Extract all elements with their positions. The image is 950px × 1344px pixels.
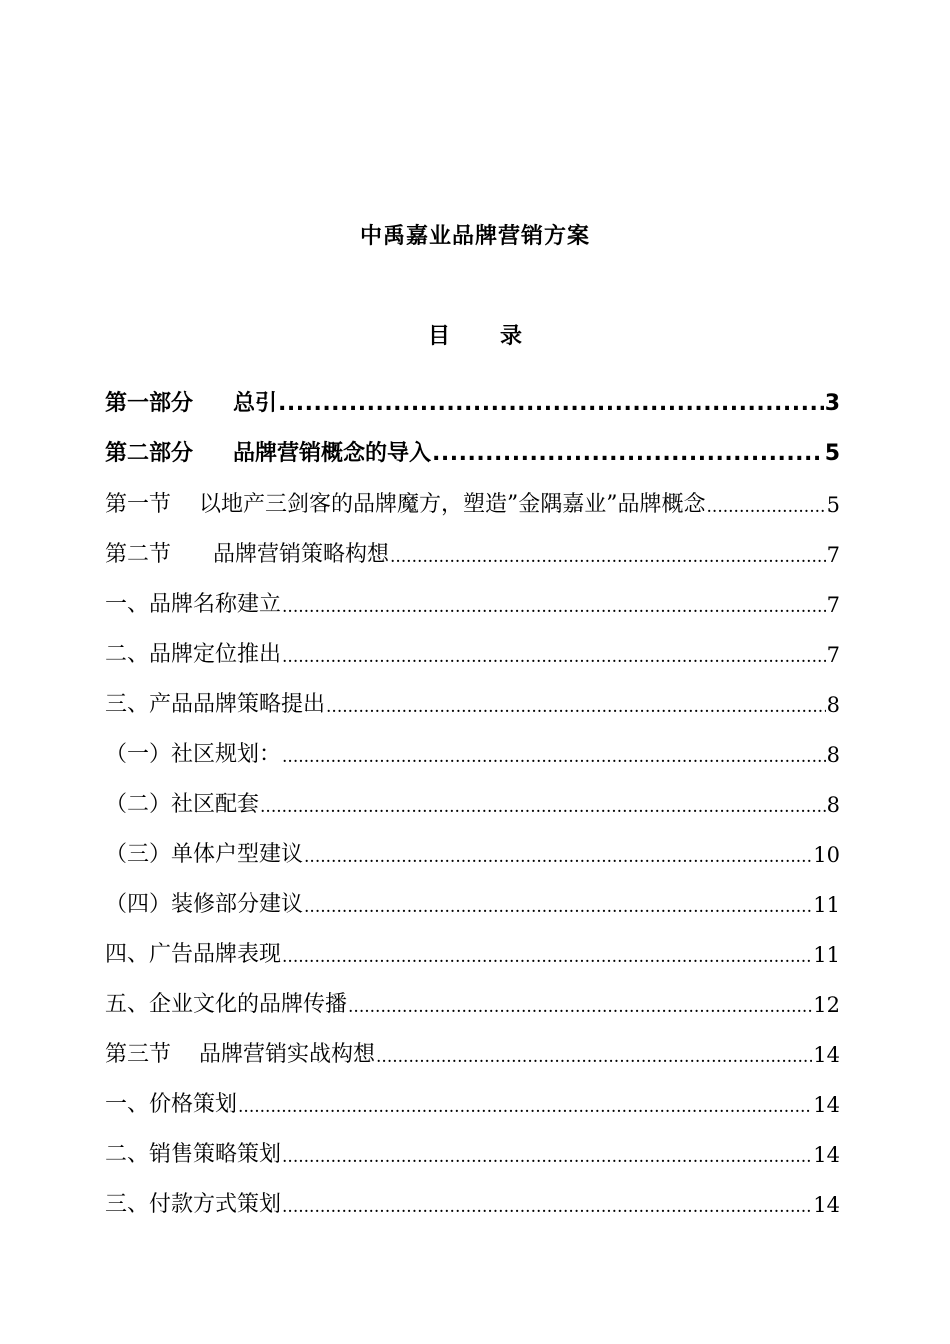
toc-leader-dots [390,544,826,570]
toc-entry-item[interactable] [105,1070,840,1120]
toc-entry-item[interactable] [105,970,840,1020]
toc-leader-dots [282,744,826,770]
document-title: 中禹嘉业品牌营销方案 [359,224,590,249]
toc-entry-part-label: 第一节 [105,492,172,517]
toc-entry-item[interactable] [105,820,840,870]
toc-entry-title: 品牌营销策略构想 [213,542,390,567]
toc-leader-dots [376,1044,812,1070]
toc-entry-title: 一、品牌名称建立 [105,592,282,617]
toc-entry-page: 14 [813,1043,840,1067]
toc-entry-page: 8 [826,793,840,817]
toc-entry-page: 8 [826,743,840,767]
toc-entry-page: 7 [826,643,840,667]
toc-entry-section-2[interactable] [105,520,840,570]
toc-entry-page: 12 [813,993,840,1017]
toc-entry-title: （三）单体户型建议 [105,842,304,867]
toc-entry-title: 五、企业文化的品牌传播 [105,992,348,1017]
toc-entry-page: 5 [824,441,840,466]
toc-entry-title: 一、价格策划 [105,1092,238,1117]
toc-leader-dots [707,494,826,520]
toc-leader-dots [282,594,826,620]
toc-leader-dots [282,944,812,970]
toc-leader-dots [304,894,812,920]
toc-entry-part-label: 第一部分 [105,391,194,416]
toc-entry-item[interactable] [105,770,840,820]
toc-entry-item[interactable] [105,1120,840,1170]
toc-entry-item[interactable] [105,570,840,620]
toc-entry-item[interactable] [105,620,840,670]
toc-leader-dots [278,388,824,420]
toc-leader-dots [304,844,812,870]
toc-leader-dots [282,1194,812,1220]
toc-entry-page: 7 [826,593,840,617]
toc-heading-left: 目 [427,324,450,349]
toc-entry-item[interactable] [105,1170,840,1220]
toc-entry-title: （二）社区配套 [105,792,260,817]
toc-entry-page: 7 [826,543,840,567]
toc-entry-title: 二、销售策略策划 [105,1142,282,1167]
toc-leader-dots [326,694,826,720]
toc-entry-part-1[interactable] [105,370,840,420]
table-of-contents [105,370,840,1220]
toc-leader-dots [260,794,826,820]
toc-entry-title: 四、广告品牌表现 [105,942,282,967]
toc-leader-dots [282,1144,812,1170]
toc-entry-title: 三、付款方式策划 [105,1192,282,1217]
toc-heading-right: 录 [500,324,523,349]
toc-entry-part-label: 第二部分 [105,441,194,466]
toc-entry-section-1[interactable] [105,470,840,520]
toc-entry-title: （四）装修部分建议 [105,892,304,917]
toc-entry-title: 总引 [233,391,278,416]
toc-entry-page: 14 [813,1093,840,1117]
toc-leader-dots [282,644,826,670]
toc-entry-page: 11 [813,893,840,917]
toc-entry-title: 品牌营销概念的导入 [233,441,432,466]
toc-entry-page: 14 [813,1193,840,1217]
toc-entry-item[interactable] [105,870,840,920]
toc-entry-page: 8 [826,693,840,717]
toc-entry-page: 14 [813,1143,840,1167]
toc-leader-dots [348,994,812,1020]
toc-leader-dots [238,1094,812,1120]
toc-leader-dots [432,438,824,470]
toc-entry-page: 5 [826,493,840,517]
toc-entry-part-2[interactable] [105,420,840,470]
toc-entry-section-3[interactable] [105,1020,840,1070]
toc-entry-page: 3 [824,391,840,416]
toc-entry-title: 三、产品品牌策略提出 [105,692,326,717]
toc-entry-title: （一）社区规划： [105,742,282,767]
toc-entry-part-label: 第二节 [105,542,172,567]
toc-entry-part-label: 第三节 [105,1042,172,1067]
toc-entry-item[interactable] [105,920,840,970]
toc-entry-title: 品牌营销实战构想 [199,1042,376,1067]
toc-entry-title: 以地产三剑客的品牌魔方，塑造”金隅嘉业”品牌概念 [199,492,706,517]
toc-entry-page: 10 [813,843,840,867]
toc-entry-item[interactable] [105,720,840,770]
toc-heading [0,322,950,352]
toc-entry-title: 二、品牌定位推出 [105,642,282,667]
toc-entry-item[interactable] [105,670,840,720]
toc-entry-page: 11 [813,943,840,967]
